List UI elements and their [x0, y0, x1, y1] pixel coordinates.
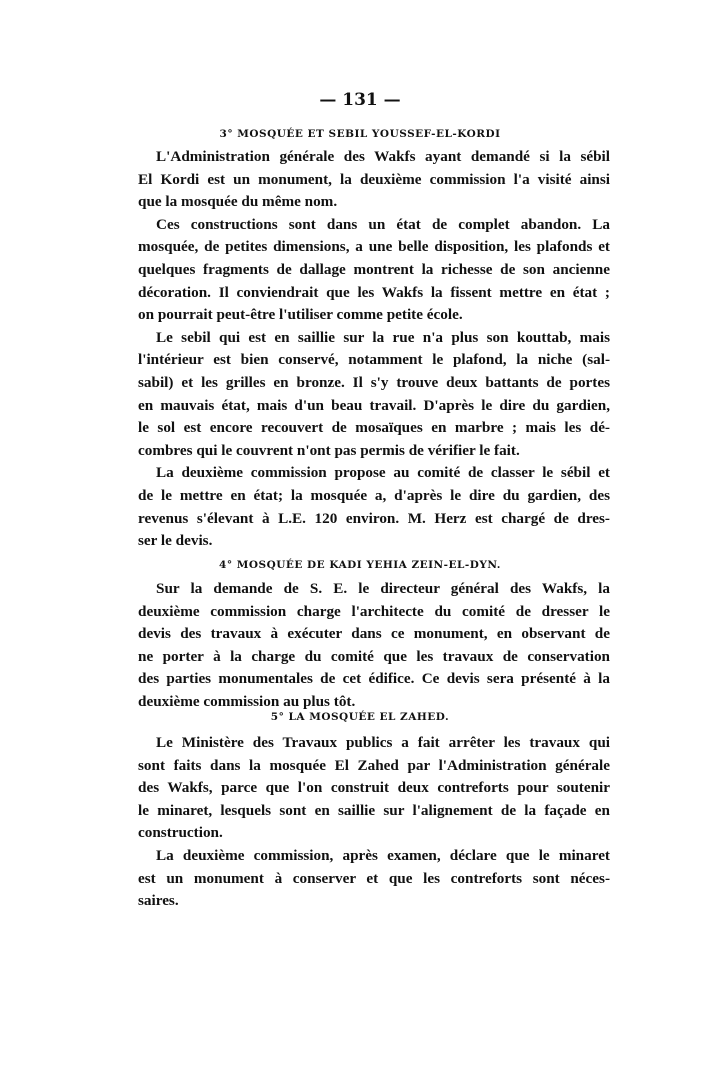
- text-line: on pourrait peut-être l'utiliser comme petite école.: [138, 306, 463, 324]
- text-line: Le Ministère des Travaux publics a fait arrêter les travaux qui: [156, 734, 610, 751]
- text-line: ser le devis.: [138, 532, 213, 550]
- section-body: [138, 578, 610, 714]
- paragraph: [138, 214, 610, 327]
- text-line: des Wakfs, parce que l'on construit deux contreforts pour soutenir: [138, 779, 610, 797]
- text-line: revenus s'élevant à L.E. 120 environ. M. Herz est chargé de dres-: [138, 509, 610, 527]
- text-line: La deuxième commission propose au comité de classer le sébil et: [156, 464, 610, 482]
- text-line: de le mettre en état; la mosquée a, d'après le dire du gardien, des: [138, 486, 610, 504]
- paragraph: [138, 327, 610, 463]
- section-body: [138, 732, 610, 913]
- paragraph: [138, 146, 610, 214]
- paragraph: [138, 578, 610, 714]
- text-line: est un monument à conserver et que les contreforts sont néces-: [138, 869, 610, 887]
- text-line: deuxième commission au plus tôt.: [138, 692, 356, 710]
- text-line: mosquée, de petites dimensions, a une belle disposition, les plafonds et: [138, 238, 610, 256]
- text-line: ne porter à la charge du comité que les travaux de conservation: [138, 647, 610, 665]
- text-line: Le sebil qui est en saillie sur la rue n'a plus son kouttab, mais: [156, 328, 610, 346]
- text-line: saires.: [138, 892, 179, 910]
- text-line: en mauvais état, mais d'un beau travail. D'après le dire du gardien,: [138, 396, 610, 414]
- text-line: sont faits dans la mosquée El Zahed par l'Administration générale: [138, 756, 610, 774]
- text-line: sabil) et les grilles en bronze. Il s'y trouve deux battants de portes: [138, 373, 610, 391]
- paragraph: [138, 732, 610, 845]
- paragraph: [138, 845, 610, 913]
- text-line: devis des travaux à exécuter dans ce monument, en observant de: [138, 625, 610, 643]
- text-line: l'intérieur est bien conservé, notamment le plafond, la niche (sal-: [138, 351, 610, 369]
- text-line: décoration. Il conviendrait que les Wakfs la fissent mettre en état ;: [138, 283, 610, 301]
- text-line: quelques fragments de dallage montrent la richesse de son ancienne: [138, 260, 610, 278]
- text-line: Sur la demande de S. E. le directeur général des Wakfs, la: [156, 580, 610, 597]
- text-line: construction.: [138, 824, 223, 842]
- text-line: que la mosquée du même nom.: [138, 193, 338, 211]
- text-line: L'Administration générale des Wakfs ayant demandé si la sébil: [156, 148, 610, 165]
- text-line: deuxième commission charge l'architecte du comité de dresser le: [138, 602, 610, 620]
- section-heading: 3° MOSQUÉE ET SEBIL YOUSSEF-EL-KORDI: [219, 128, 501, 140]
- text-line: le sol est encore recouvert de mosaïques en marbre ; mais les dé-: [138, 419, 610, 437]
- text-line: le minaret, lesquels sont en saillie sur l'alignement de la façade en: [138, 801, 610, 819]
- text-line: El Kordi est un monument, la deuxième commission l'a visité ainsi: [138, 170, 610, 188]
- text-line: La deuxième commission, après examen, déclare que le minaret: [156, 846, 610, 864]
- text-line: combres qui le couvrent n'ont pas permis de vérifier le fait.: [138, 441, 520, 459]
- text-line: Ces constructions sont dans un état de complet abandon. La: [156, 215, 610, 233]
- text-line: des parties monumentales de cet édifice. Ce devis sera présenté à la: [138, 670, 610, 688]
- section-heading: 4° MOSQUÉE DE KADI YEHIA ZEIN-EL-DYN.: [219, 559, 501, 571]
- section-body: [138, 146, 610, 553]
- page-number: — 131 —: [319, 90, 401, 110]
- section-heading: 5° LA MOSQUÉE EL ZAHED.: [270, 711, 450, 723]
- paragraph: [138, 462, 610, 552]
